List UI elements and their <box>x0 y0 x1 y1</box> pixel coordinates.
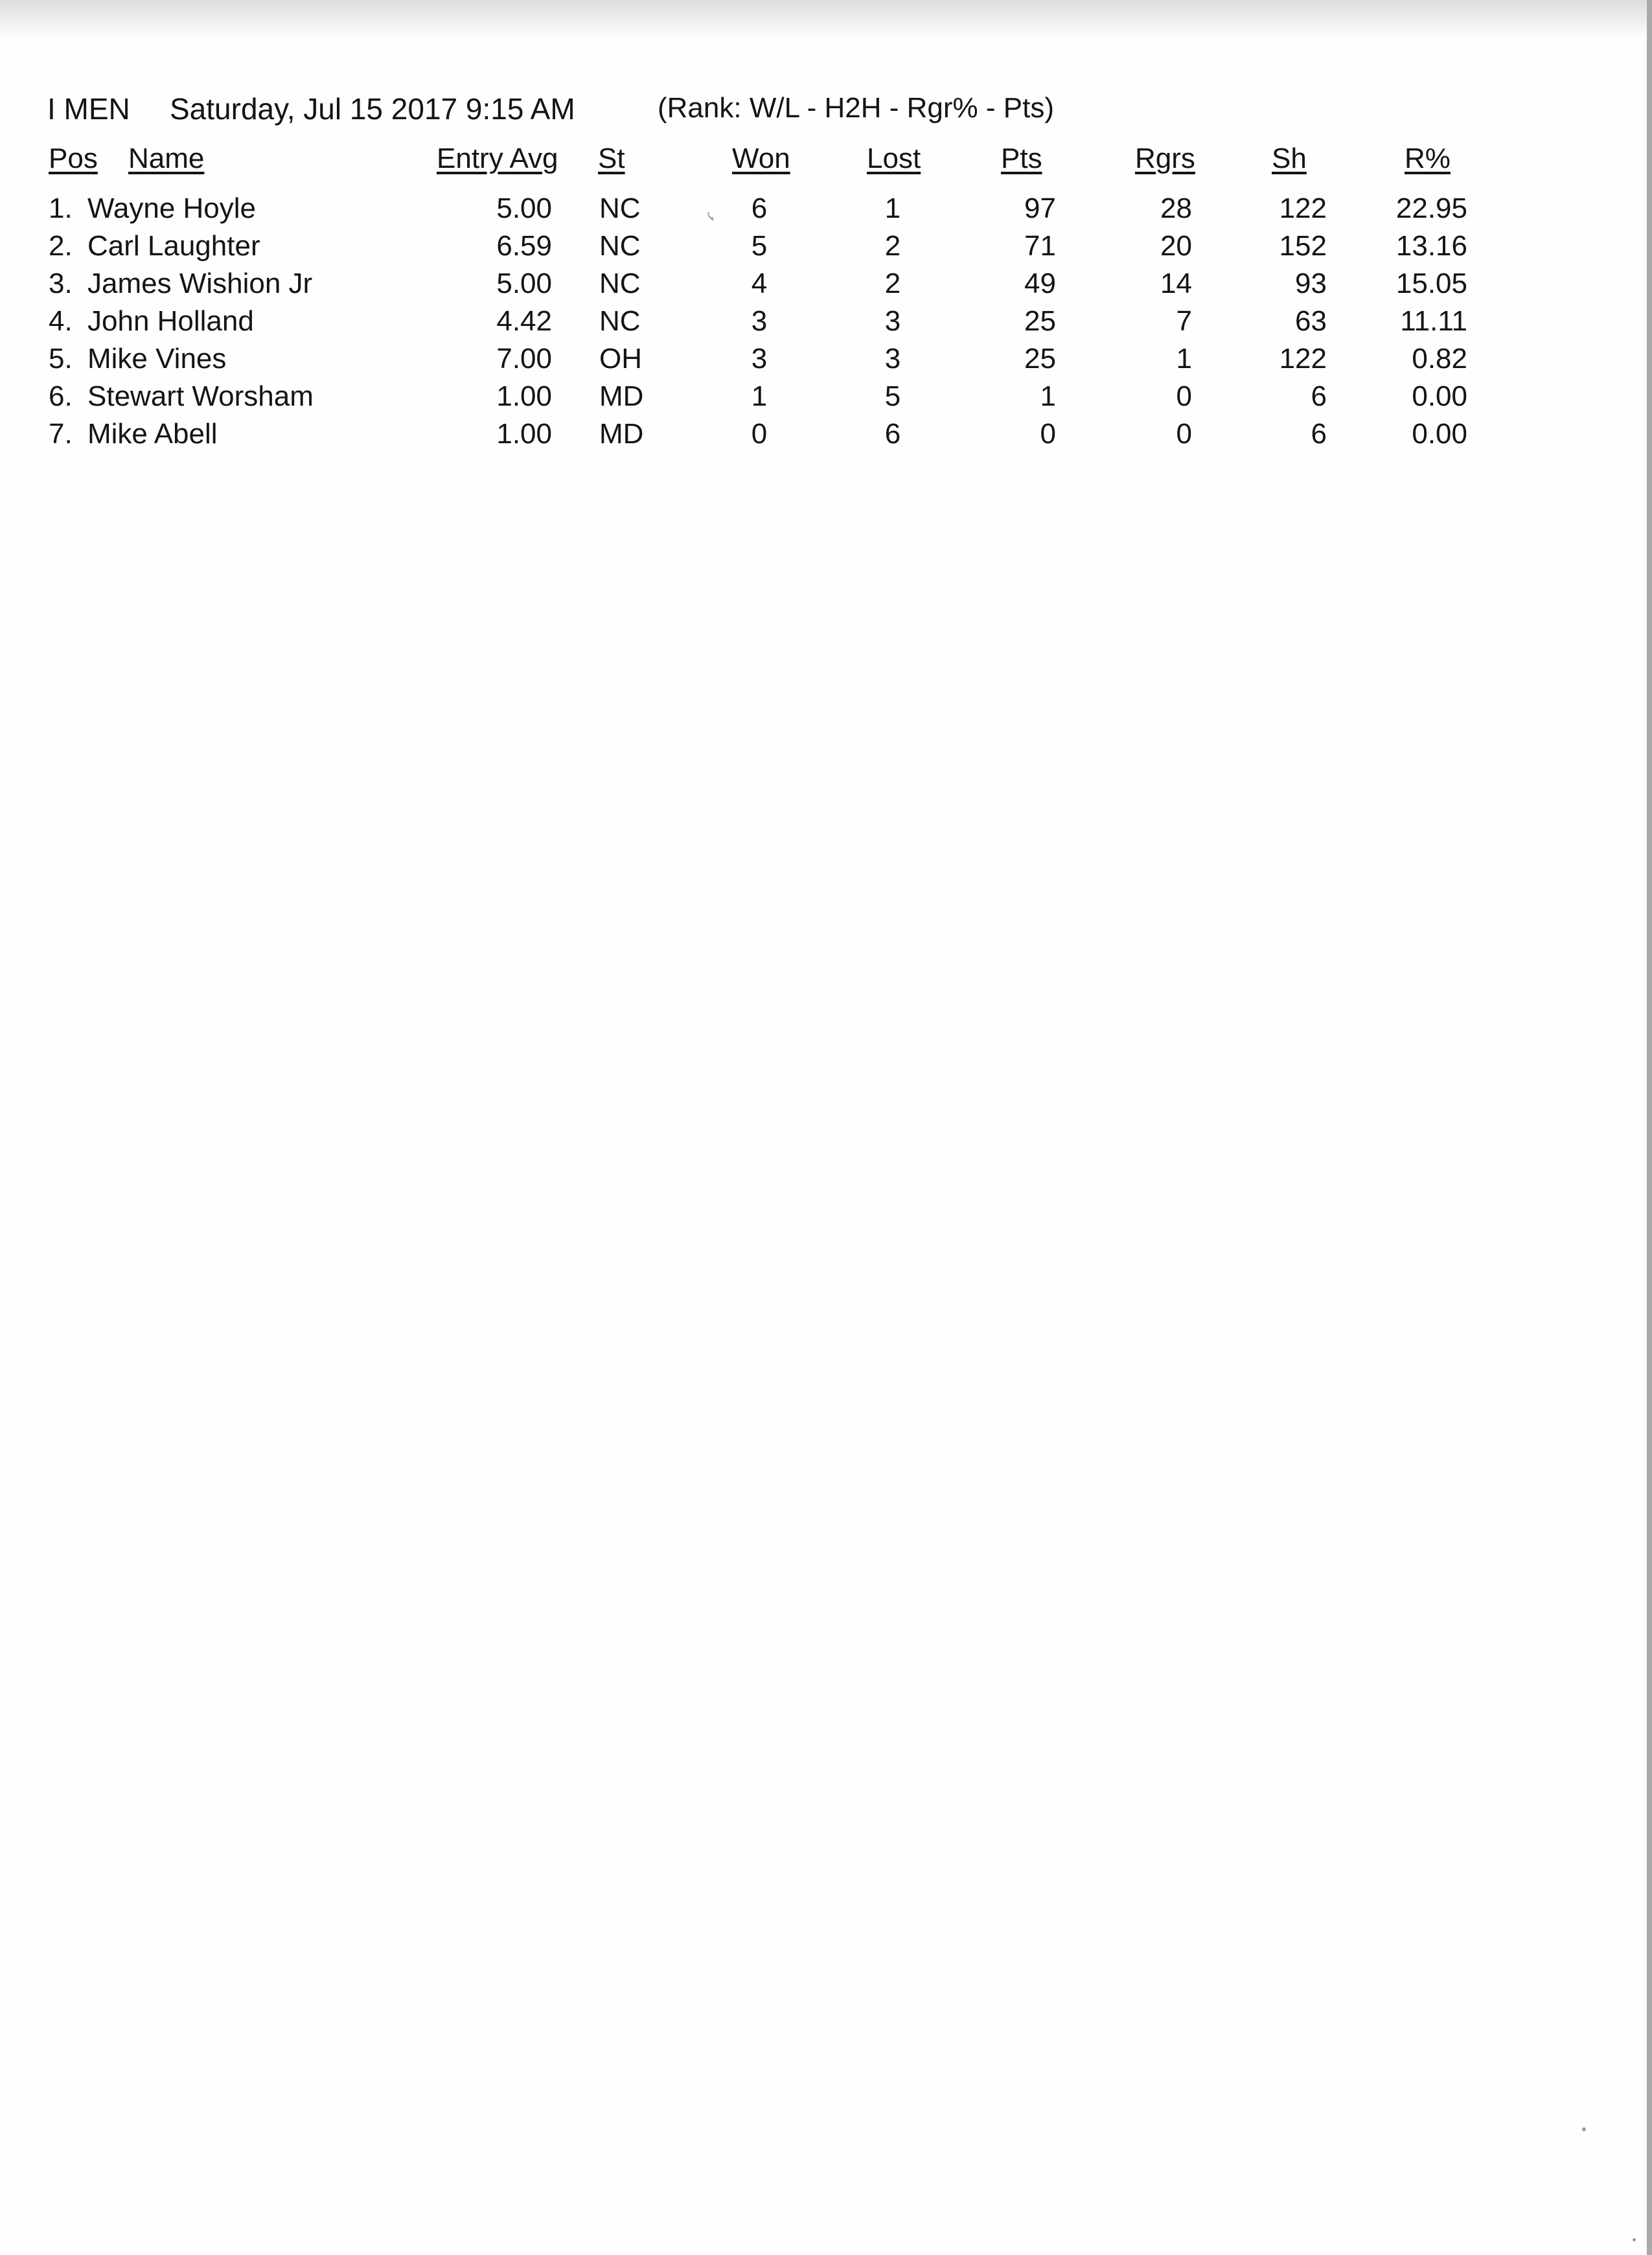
row-pos: 2. <box>49 230 73 262</box>
row-won: 5 <box>751 230 768 262</box>
row-sh: 152 <box>1279 230 1327 262</box>
row-st: MD <box>599 380 644 412</box>
row-entry-avg: 7.00 <box>496 343 552 375</box>
scan-speck <box>1582 2127 1586 2131</box>
row-sh: 6 <box>1311 418 1327 450</box>
row-pts: 97 <box>1024 192 1056 224</box>
row-rpct: 0.00 <box>1412 380 1467 412</box>
row-pos: 4. <box>49 305 73 337</box>
row-lost: 6 <box>884 418 901 450</box>
row-pts: 25 <box>1024 343 1056 375</box>
row-st: MD <box>599 418 644 450</box>
row-st: NC <box>599 268 641 299</box>
row-st: NC <box>599 230 641 262</box>
row-rpct: 15.05 <box>1395 268 1467 299</box>
row-rpct: 11.11 <box>1400 305 1467 337</box>
row-pts: 1 <box>1040 380 1056 412</box>
row-pts: 0 <box>1040 418 1056 450</box>
row-name: Mike Vines <box>87 343 227 375</box>
row-sh: 6 <box>1311 380 1327 412</box>
row-won: 4 <box>751 268 768 299</box>
row-sh: 122 <box>1279 343 1327 375</box>
col-header-name: Name <box>128 143 205 174</box>
row-rgrs: 1 <box>1176 343 1192 375</box>
row-name: James Wishion Jr <box>87 268 313 299</box>
row-rpct: 22.95 <box>1395 192 1467 224</box>
row-pts: 71 <box>1024 230 1056 262</box>
row-rgrs: 0 <box>1176 380 1192 412</box>
row-pos: 7. <box>49 418 73 450</box>
row-entry-avg: 6.59 <box>496 230 552 262</box>
row-entry-avg: 5.00 <box>496 192 552 224</box>
row-rgrs: 20 <box>1160 230 1192 262</box>
row-st: NC <box>599 305 641 337</box>
row-entry-avg: 4.42 <box>496 305 552 337</box>
row-st: NC <box>599 192 641 224</box>
row-sh: 63 <box>1295 305 1327 337</box>
row-sh: 122 <box>1279 192 1327 224</box>
row-pts: 49 <box>1024 268 1056 299</box>
row-lost: 1 <box>884 192 901 224</box>
row-rgrs: 7 <box>1176 305 1192 337</box>
row-lost: 3 <box>884 343 901 375</box>
row-lost: 3 <box>884 305 901 337</box>
row-rgrs: 0 <box>1176 418 1192 450</box>
row-name: Stewart Worsham <box>87 380 314 412</box>
row-lost: 2 <box>884 230 901 262</box>
row-rpct: 13.16 <box>1395 230 1467 262</box>
row-rpct: 0.82 <box>1412 343 1467 375</box>
row-won: 3 <box>751 305 768 337</box>
row-lost: 2 <box>884 268 901 299</box>
rank-rule: (Rank: W/L - H2H - Rgr% - Pts) <box>658 92 1054 124</box>
row-won: 6 <box>751 192 768 224</box>
row-pos: 1. <box>49 192 73 224</box>
row-rpct: 0.00 <box>1412 418 1467 450</box>
event-datetime: Saturday, Jul 15 2017 9:15 AM <box>170 92 575 126</box>
row-name: Carl Laughter <box>87 230 260 262</box>
col-header-st: St <box>598 143 625 174</box>
col-header-pts: Pts <box>1001 143 1042 174</box>
row-name: John Holland <box>87 305 254 337</box>
col-header-rpct: R% <box>1405 143 1451 174</box>
row-lost: 5 <box>884 380 901 412</box>
col-header-lost: Lost <box>867 143 921 174</box>
row-name: Mike Abell <box>87 418 218 450</box>
row-name: Wayne Hoyle <box>87 192 257 224</box>
row-pos: 5. <box>49 343 73 375</box>
row-entry-avg: 5.00 <box>496 268 552 299</box>
row-won: 0 <box>751 418 768 450</box>
row-pts: 25 <box>1024 305 1056 337</box>
col-header-entry-avg: Entry Avg <box>437 143 558 174</box>
row-sh: 93 <box>1295 268 1327 299</box>
col-header-pos: Pos <box>49 143 98 174</box>
row-won: 1 <box>751 380 768 412</box>
row-pos: 3. <box>49 268 73 299</box>
row-entry-avg: 1.00 <box>496 418 552 450</box>
col-header-won: Won <box>732 143 790 174</box>
row-st: OH <box>599 343 642 375</box>
row-won: 3 <box>751 343 768 375</box>
col-header-sh: Sh <box>1272 143 1307 174</box>
scan-speck <box>1633 2238 1636 2241</box>
event-title: I MEN <box>47 92 130 126</box>
row-pos: 6. <box>49 380 73 412</box>
row-entry-avg: 1.00 <box>496 380 552 412</box>
row-rgrs: 14 <box>1160 268 1192 299</box>
col-header-rgrs: Rgrs <box>1135 143 1195 174</box>
row-rgrs: 28 <box>1160 192 1192 224</box>
